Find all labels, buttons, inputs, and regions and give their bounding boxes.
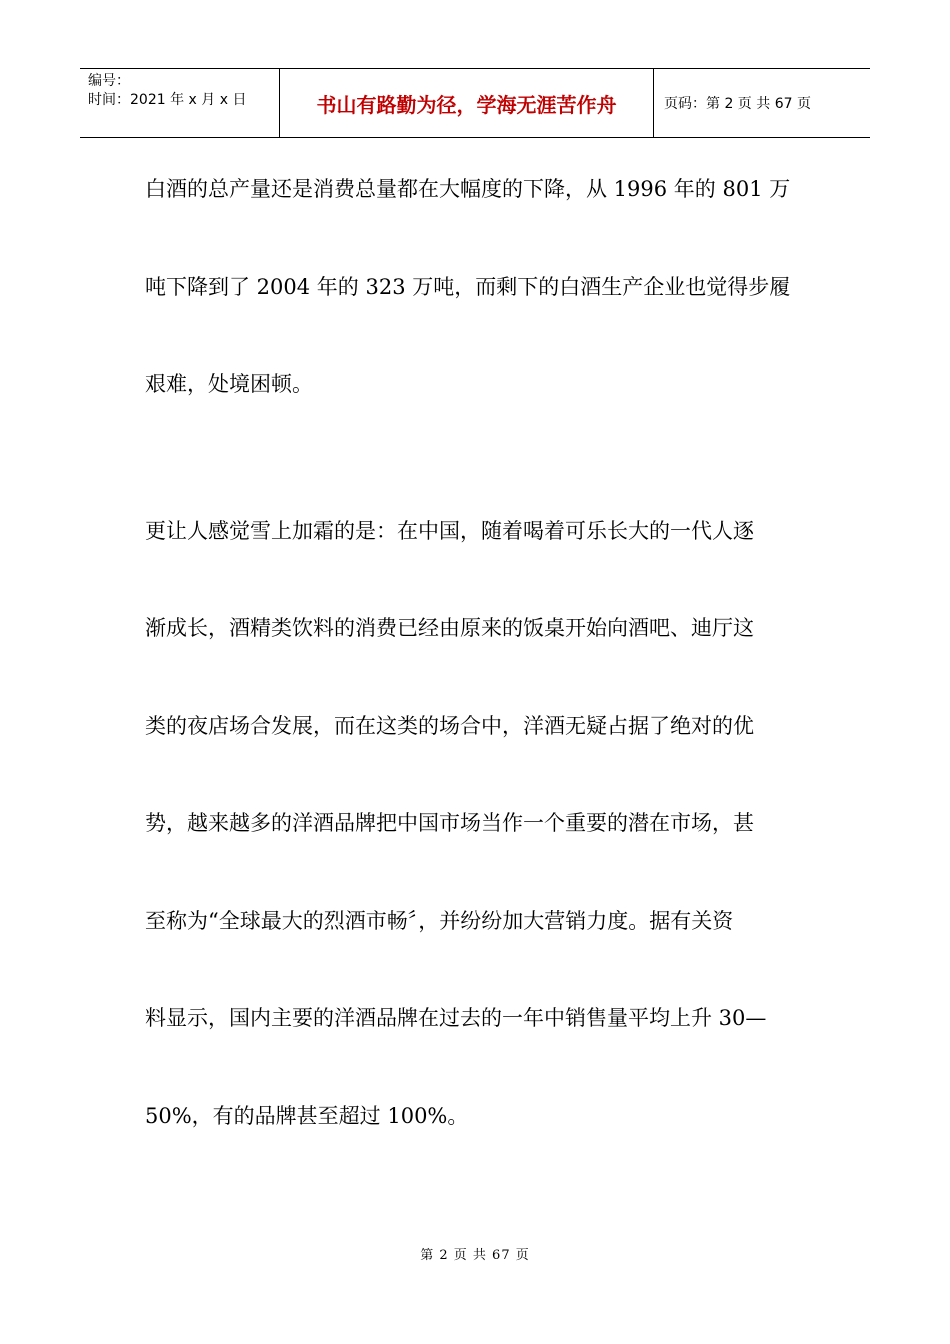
document-number-label: 编号： (88, 73, 130, 89)
header-meta (80, 69, 280, 137)
document-date-label: 时间：2021 年 x 月 x 日 (88, 92, 247, 108)
text-line: 渐成长，酒精类饮料的消费已经由原来的饭桌开始向酒吧、迪厅这 (145, 616, 754, 640)
text-line: 类的夜店场合发展，而在这类的场合中，洋酒无疑占据了绝对的优 (145, 713, 754, 738)
text-line: 至称为“全球最大的烈酒市畅〞，并纷纷加大营销力度。据有关资 (145, 908, 734, 933)
header-page-info: 页码：第 2 页 共 67 页 (664, 96, 811, 112)
text-line: 50%，有的品牌甚至超过 100%。 (145, 1103, 469, 1128)
paragraph-1 (145, 165, 810, 408)
paragraph-2 (145, 507, 810, 1140)
text-line: 更让人感觉雪上加霜的是：在中国，随着喝着可乐长大的一代人逐 (145, 518, 754, 543)
paragraph-spacer (145, 458, 810, 507)
page-footer: 第 2 页 共 67 页 (420, 1248, 530, 1263)
text-line: 势，越来越多的洋酒品牌把中国市场当作一个重要的潜在市场，甚 (145, 811, 754, 835)
text-line: 白酒的总产量还是消费总量都在大幅度的下降，从 1996 年的 801 万 (145, 177, 791, 201)
text-line: 吨下降到了 2004 年的 323 万吨，而剩下的白酒生产企业也觉得步履 (145, 274, 791, 299)
text-line: 艰难，处境困顿。 (145, 372, 313, 396)
page-header (80, 68, 870, 138)
header-motto: 书山有路勤为径，学海无涯苦作舟 (280, 69, 654, 137)
text-line: 料显示，国内主要的洋酒品牌在过去的一年中销售量平均上升 30— (145, 1006, 767, 1030)
document-body (145, 165, 810, 1189)
